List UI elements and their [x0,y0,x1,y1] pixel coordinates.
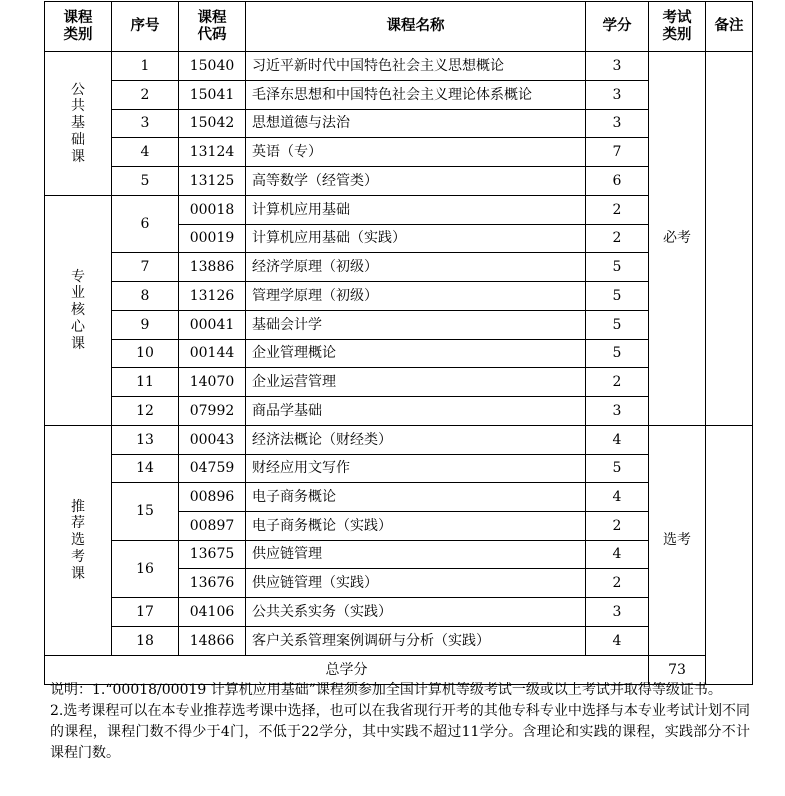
course-seq: 3 [112,110,179,138]
course-seq: 9 [112,311,179,340]
course-code: 00018 [179,196,246,225]
course-code: 00019 [179,225,246,253]
course-credit: 5 [586,282,649,311]
course-seq: 4 [112,138,179,167]
course-credit: 5 [586,455,649,483]
remark-cell [706,52,753,426]
table-row [45,167,753,196]
course-seq: 5 [112,167,179,196]
table-row [45,598,753,627]
table-row [45,110,753,138]
note-1: 说明：1.“00018/00019 计算机应用基础”课程须参加全国计算机等级考试一级或以上考试并取得等级证书。 [50,682,722,698]
course-name: 商品学基础 [246,397,586,426]
course-credit: 3 [586,110,649,138]
course-name: 公共关系实务（实践） [246,598,586,627]
table-row [45,81,753,110]
header-code: 课程代码 [179,2,246,52]
course-code: 04759 [179,455,246,483]
course-credit: 7 [586,138,649,167]
course-seq: 12 [112,397,179,426]
course-credit: 3 [586,52,649,81]
course-code: 13125 [179,167,246,196]
table-row [45,282,753,311]
course-code: 14866 [179,627,246,656]
course-credit: 2 [586,368,649,397]
course-seq: 1 [112,52,179,81]
course-credit: 5 [586,311,649,340]
course-credit: 4 [586,627,649,656]
course-credit: 3 [586,397,649,426]
course-credit: 4 [586,541,649,569]
total-label: 总学分 [45,656,649,685]
table-row [45,311,753,340]
course-code: 13126 [179,282,246,311]
table-row [45,340,753,368]
group-public: 公共基础课 [45,52,112,196]
course-credit: 6 [586,167,649,196]
course-name: 企业运营管理 [246,368,586,397]
notes-section [50,680,750,764]
course-seq: 10 [112,340,179,368]
course-code: 13675 [179,541,246,569]
course-seq: 13 [112,426,179,455]
course-code: 04106 [179,598,246,627]
course-code: 07992 [179,397,246,426]
course-plan-table [44,1,753,685]
table-row [45,253,753,282]
course-seq: 15 [112,483,179,541]
course-name: 思想道德与法治 [246,110,586,138]
course-code: 15041 [179,81,246,110]
table-row [45,483,753,512]
course-name: 计算机应用基础（实践） [246,225,586,253]
course-name: 客户关系管理案例调研与分析（实践） [246,627,586,656]
course-code: 14070 [179,368,246,397]
course-credit: 5 [586,253,649,282]
course-credit: 4 [586,426,649,455]
course-code: 00896 [179,483,246,512]
header-credit: 学分 [586,2,649,52]
header-seq: 序号 [112,2,179,52]
course-name: 管理学原理（初级） [246,282,586,311]
course-name: 财经应用文写作 [246,455,586,483]
course-credit: 2 [586,196,649,225]
course-seq: 8 [112,282,179,311]
course-seq: 16 [112,541,179,598]
course-credit: 4 [586,483,649,512]
course-name: 电子商务概论 [246,483,586,512]
course-code: 15042 [179,110,246,138]
course-name: 供应链管理（实践） [246,569,586,598]
table-row [45,397,753,426]
course-name: 基础会计学 [246,311,586,340]
course-code: 13676 [179,569,246,598]
course-credit: 2 [586,569,649,598]
course-code: 00041 [179,311,246,340]
exam-type-optional: 选考 [649,426,706,656]
total-value: 73 [649,656,706,685]
course-code: 15040 [179,52,246,81]
course-code: 00043 [179,426,246,455]
group-core: 专业核心课 [45,196,112,426]
course-name: 习近平新时代中国特色社会主义思想概论 [246,52,586,81]
header-row [45,2,753,52]
course-code: 13886 [179,253,246,282]
table-row [45,426,753,455]
course-credit: 5 [586,340,649,368]
course-seq: 14 [112,455,179,483]
course-credit: 2 [586,225,649,253]
table-row [45,541,753,569]
table-row [45,455,753,483]
course-seq: 6 [112,196,179,253]
exam-type-required: 必考 [649,52,706,426]
course-name: 高等数学（经管类） [246,167,586,196]
course-name: 经济法概论（财经类） [246,426,586,455]
table-row [45,52,753,81]
course-name: 企业管理概论 [246,340,586,368]
table-row [45,368,753,397]
course-name: 供应链管理 [246,541,586,569]
course-seq: 11 [112,368,179,397]
header-remark: 备注 [706,2,753,52]
remark-cell [706,426,753,685]
course-name: 计算机应用基础 [246,196,586,225]
course-name: 英语（专） [246,138,586,167]
note-2: 2.选考课程可以在本专业推荐选考课中选择，也可以在我省现行开考的其他专科专业中选择与本专业考试计划不同的课程，课程门数不得少于4门，不低于22学分，其中实践不超过11学分。含理论和实践的课程，实践部分不计课程门数。 [50,703,750,761]
course-code: 00144 [179,340,246,368]
course-seq: 18 [112,627,179,656]
header-name: 课程名称 [246,2,586,52]
header-exam-type: 考试类别 [649,2,706,52]
course-name: 经济学原理（初级） [246,253,586,282]
course-seq: 7 [112,253,179,282]
table-row [45,627,753,656]
course-credit: 3 [586,81,649,110]
course-name: 毛泽东思想和中国特色社会主义理论体系概论 [246,81,586,110]
group-elective: 推荐选考课 [45,426,112,656]
course-credit: 2 [586,512,649,541]
table-row [45,138,753,167]
table-row [45,196,753,225]
course-credit: 3 [586,598,649,627]
course-code: 00897 [179,512,246,541]
course-seq: 2 [112,81,179,110]
course-seq: 17 [112,598,179,627]
header-category: 课程类别 [45,2,112,52]
course-code: 13124 [179,138,246,167]
course-name: 电子商务概论（实践） [246,512,586,541]
